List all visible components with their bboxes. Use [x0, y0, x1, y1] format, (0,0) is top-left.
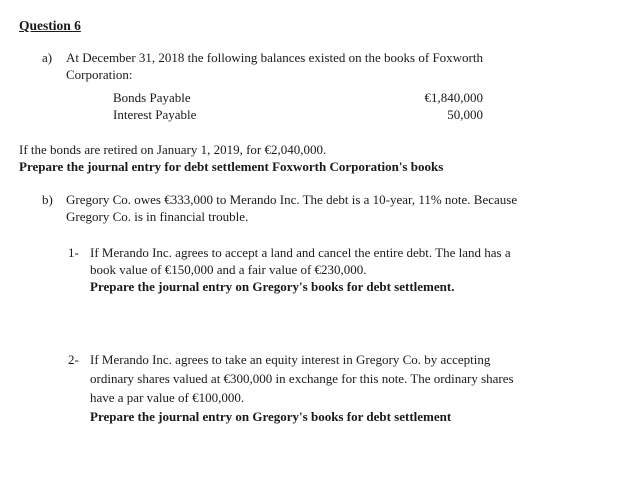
- balances-table: [113, 90, 483, 124]
- scenario-2: [68, 351, 608, 426]
- scenario-1-marker: 1-: [68, 245, 79, 260]
- balance-amount: €1,840,000: [424, 90, 483, 105]
- balance-label: Interest Payable: [113, 107, 197, 122]
- scenario-2-line2: ordinary shares valued at €300,000 in exchange for this note. The ordinary shares: [90, 370, 514, 386]
- scenario-1-line2: book value of €150,000 and a fair value of €230,000.: [90, 261, 367, 277]
- scenario-1-line1: If Merando Inc. agrees to accept a land and cancel the entire debt. The land has a: [90, 245, 511, 260]
- scenario-2-line1: If Merando Inc. agrees to take an equity interest in Gregory Co. by accepting: [90, 352, 491, 367]
- scenario-2-instruction: Prepare the journal entry on Gregory's books for debt settlement: [90, 408, 452, 424]
- part-a-marker: a): [42, 50, 53, 65]
- balance-row-bonds-payable: [113, 90, 483, 107]
- balance-label: Bonds Payable: [113, 90, 191, 105]
- scenario-2-line3: have a par value of €100,000.: [90, 389, 245, 405]
- part-b-intro-line1: Gregory Co. owes €333,000 to Merando Inc. The debt is a 10-year, 11% note. Because: [66, 192, 518, 207]
- scenario-1: [68, 245, 608, 296]
- part-a-intro-line1: At December 31, 2018 the following balances existed on the books of Foxworth: [66, 50, 483, 65]
- question-title: Question 6: [19, 18, 81, 33]
- part-a-intro: [42, 50, 612, 84]
- part-a-intro-line2: Corporation:: [66, 66, 133, 82]
- balance-amount: 50,000: [447, 107, 483, 122]
- scenario-2-marker: 2-: [68, 352, 79, 367]
- part-b-intro: [42, 192, 612, 226]
- balance-row-interest-payable: [113, 107, 483, 124]
- scenario-1-instruction: Prepare the journal entry on Gregory's books for debt settlement.: [90, 278, 455, 294]
- part-b-marker: b): [42, 192, 53, 207]
- retirement-statement: If the bonds are retired on January 1, 2019, for €2,040,000.: [19, 142, 327, 157]
- part-b-intro-line2: Gregory Co. is in financial trouble.: [66, 208, 249, 224]
- part-a-instruction: Prepare the journal entry for debt settlement Foxworth Corporation's books: [19, 159, 444, 174]
